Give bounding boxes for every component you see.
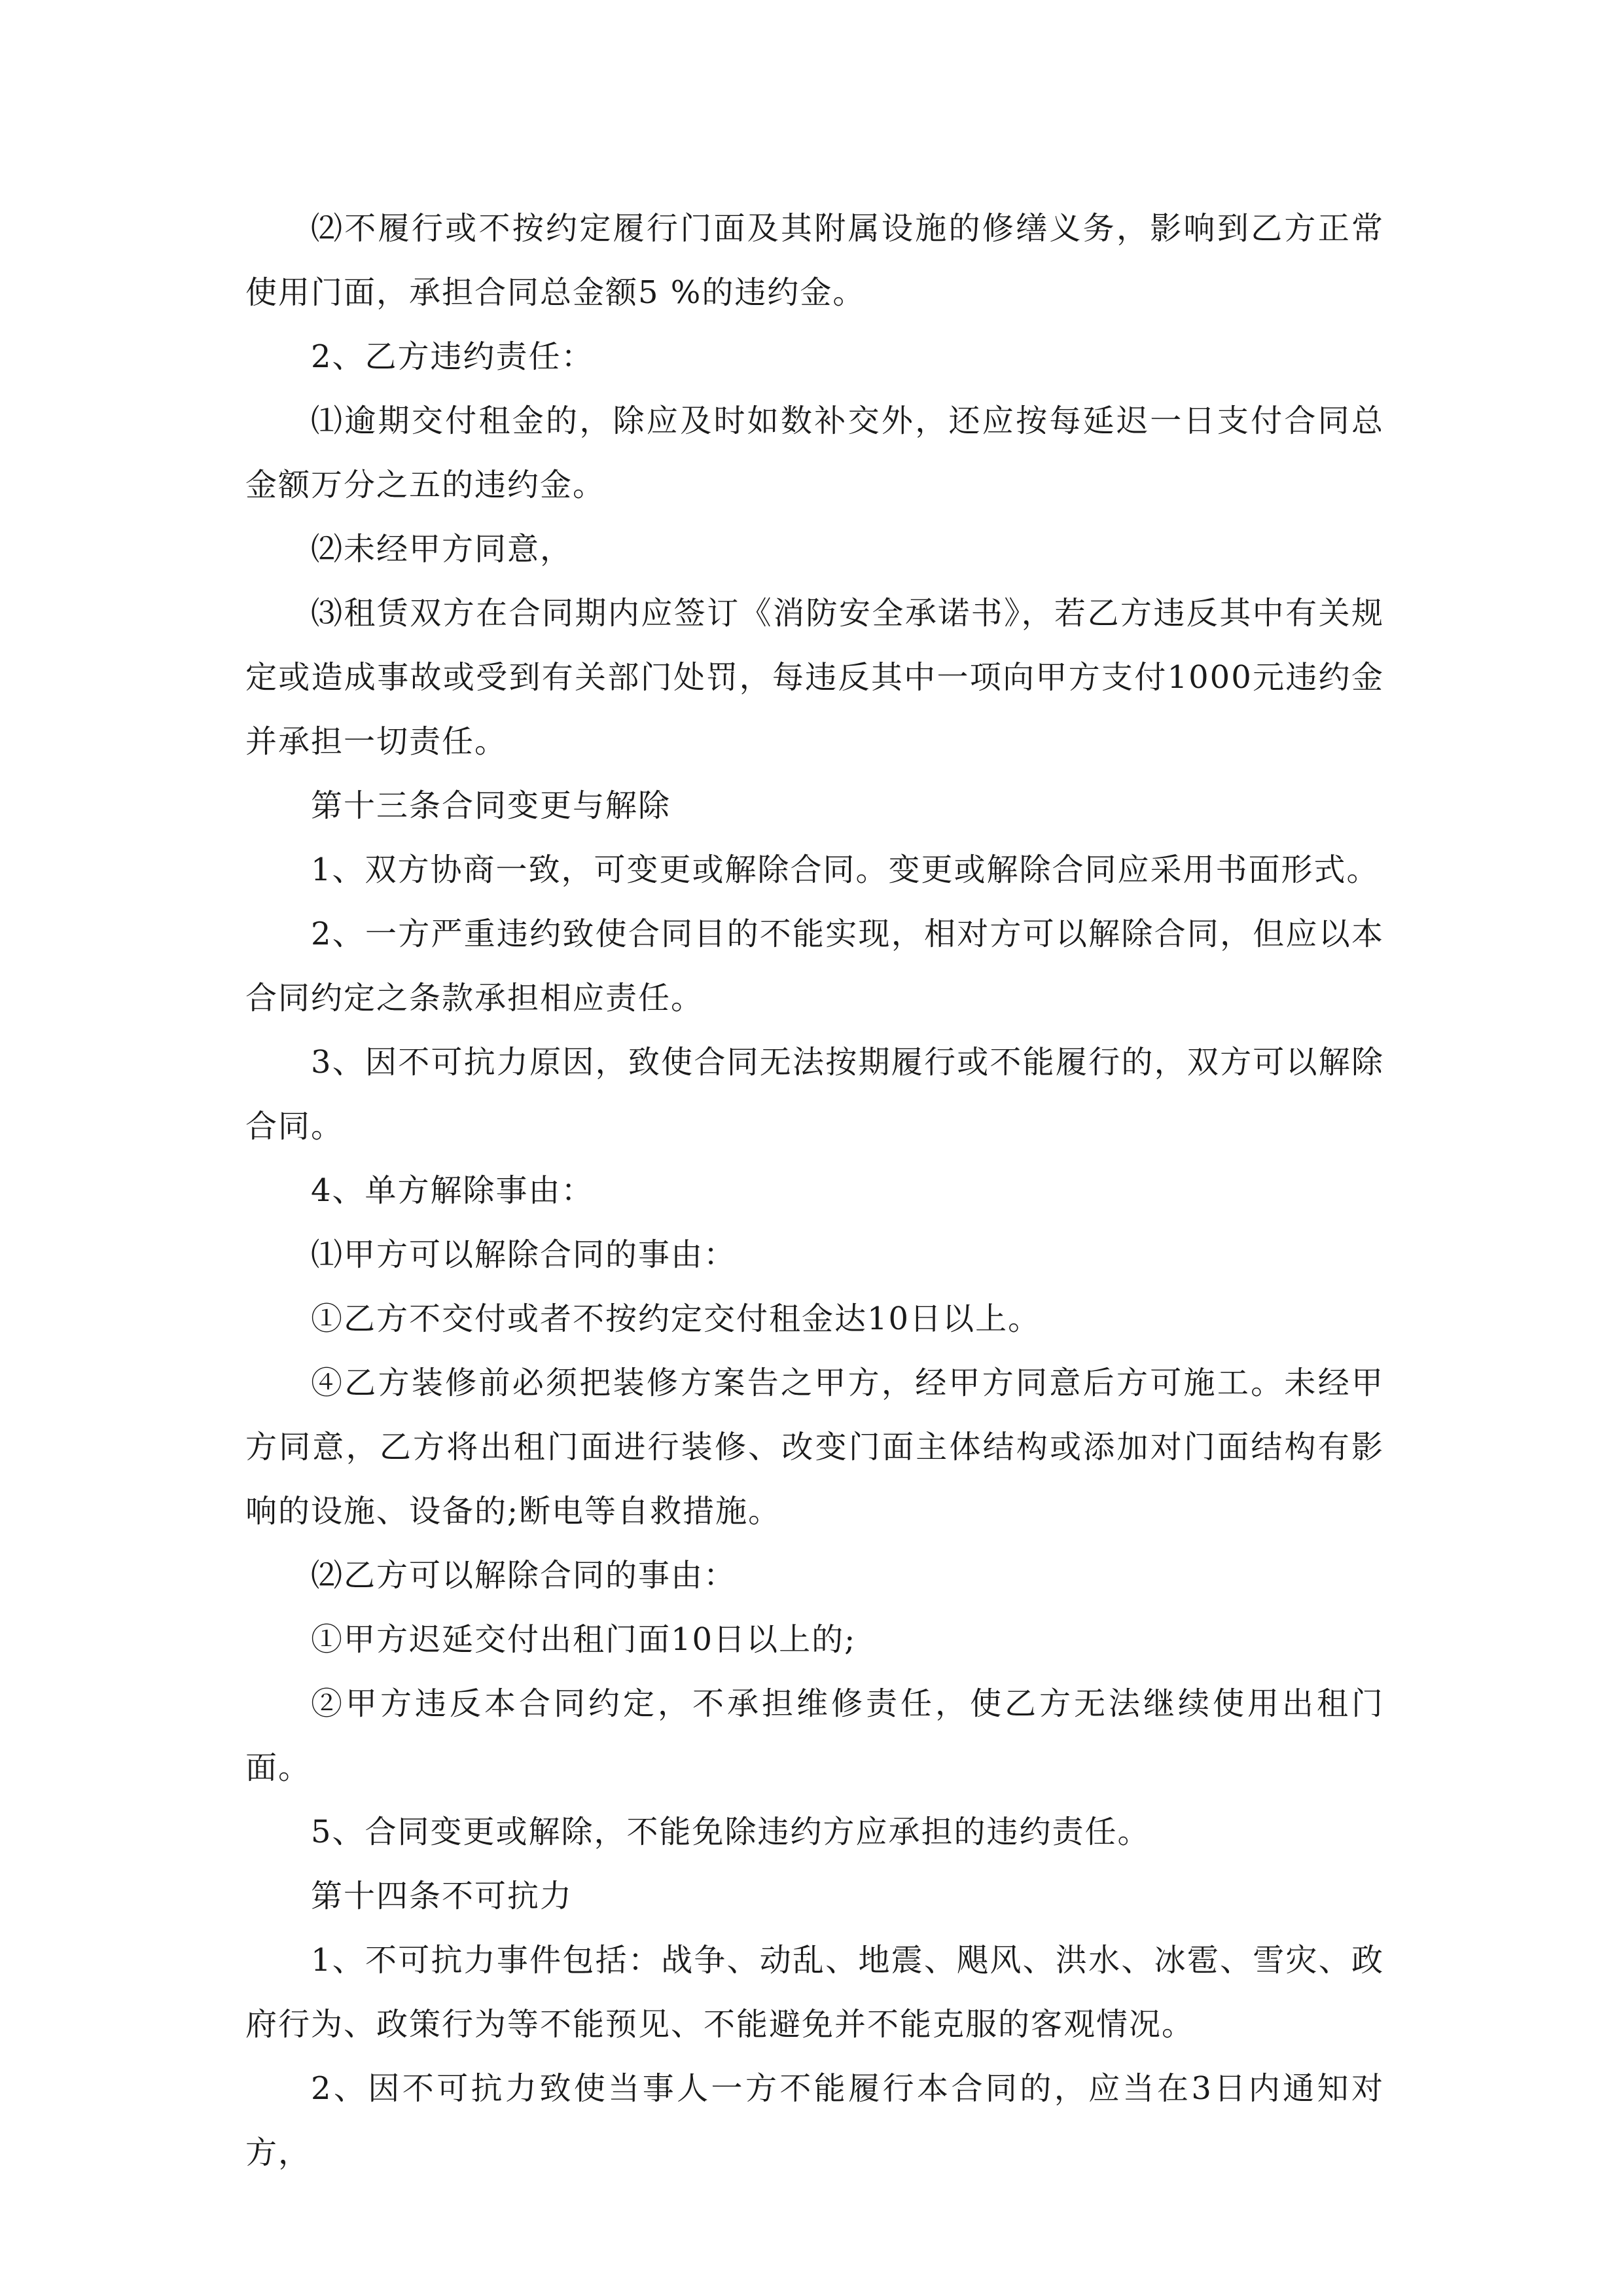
paragraph-unilateral-termination-heading: 4、单方解除事由：: [311, 1172, 594, 1209]
paragraph-maintenance-refusal: ②甲方违反本合同约定，不承担维修责任，使乙方无法继续使用出租门面。: [245, 1685, 1384, 1786]
paragraph-party-b-grounds: ⑵乙方可以解除合同的事由：: [311, 1557, 737, 1594]
article-13-heading: 第十三条合同变更与解除: [311, 787, 671, 824]
paragraph-renovation-approval: ④乙方装修前必须把装修方案告之甲方，经甲方同意后方可施工。未经甲方同意，乙方将出租门面进行装修、改变门面主体结构或添加对门面结构有影响的设施、设备的;断电等自救措施。: [245, 1365, 1384, 1530]
paragraph-force-majeure-termination: 3、因不可抗力原因，致使合同无法按期履行或不能履行的，双方可以解除合同。: [245, 1044, 1384, 1145]
paragraph-liability-not-exempt: 5、合同变更或解除，不能免除违约方应承担的违约责任。: [311, 1814, 1150, 1850]
paragraph-force-majeure-notice: 2、因不可抗力致使当事人一方不能履行本合同的，应当在3日内通知对方，: [245, 2070, 1384, 2171]
paragraph-mutual-agreement: 1、双方协商一致，可变更或解除合同。变更或解除合同应采用书面形式。: [311, 852, 1380, 888]
paragraph-serious-breach: 2、一方严重违约致使合同目的不能实现，相对方可以解除合同，但应以本合同约定之条款承担相应责任。: [245, 916, 1384, 1016]
paragraph-late-rent: ⑴逾期交付租金的，除应及时如数补交外，还应按每延迟一日支付合同总金额万分之五的违约金。: [245, 403, 1384, 503]
article-14-heading: 第十四条不可抗力: [311, 1878, 573, 1914]
document-body: [245, 196, 1384, 2185]
paragraph-fire-safety: ⑶租赁双方在合同期内应签订《消防安全承诺书》，若乙方违反其中有关规定或造成事故或受到有关部门处罚，每违反其中一项向甲方支付1000元违约金并承担一切责任。: [245, 595, 1384, 760]
paragraph-force-majeure-events: 1、不可抗力事件包括：战争、动乱、地震、飓风、洪水、冰雹、雪灾、政府行为、政策行为等不能预见、不能避免并不能克服的客观情况。: [245, 1942, 1384, 2043]
paragraph-without-consent: ⑵未经甲方同意，: [311, 531, 573, 567]
paragraph-delayed-delivery: ①甲方迟延交付出租门面10日以上的;: [311, 1621, 857, 1658]
paragraph-party-a-grounds: ⑴甲方可以解除合同的事由：: [311, 1236, 737, 1273]
paragraph-rent-overdue-10-days: ①乙方不交付或者不按约定交付租金达10日以上。: [311, 1300, 1041, 1337]
paragraph-repair-breach: ⑵不履行或不按约定履行门面及其附属设施的修缮义务，影响到乙方正常使用门面，承担合同总金额5 %的违约金。: [245, 210, 1384, 311]
paragraph-party-b-liability-heading: 2、乙方违约责任：: [311, 338, 594, 375]
